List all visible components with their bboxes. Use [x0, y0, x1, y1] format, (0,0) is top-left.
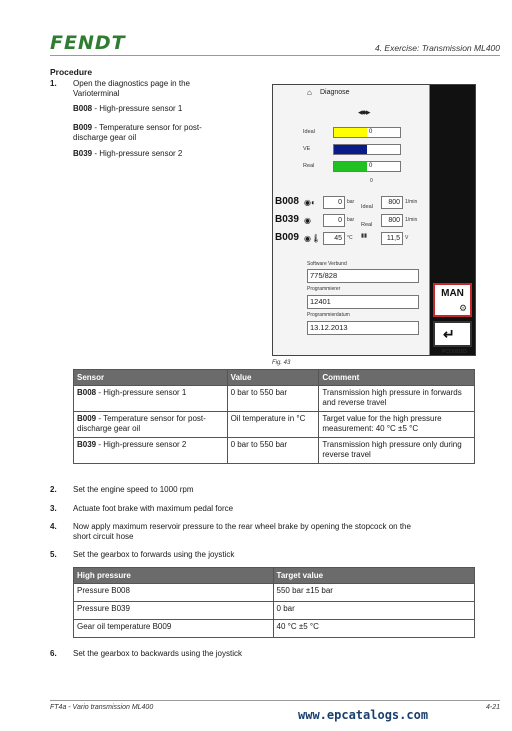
- step-text-line: Varioterminal: [73, 89, 120, 98]
- terminal-side-panel: [430, 85, 475, 355]
- terminal-sensor-row: [273, 212, 430, 230]
- table-row: [74, 620, 475, 638]
- step-text-line: Open the diagnostics page in the: [73, 79, 190, 88]
- man-button[interactable]: [433, 283, 472, 317]
- sensor-value-2: 800: [381, 214, 403, 227]
- step-number: 5.: [50, 550, 57, 559]
- bar-label-real: Real: [303, 163, 315, 169]
- table-row: [74, 584, 475, 602]
- table-header: High pressure: [74, 568, 274, 584]
- figure-caption: Fig. 43: [272, 360, 291, 366]
- table-header: Sensor: [74, 370, 228, 386]
- table-cell: [74, 412, 228, 438]
- figure-code: PCO00183: [442, 349, 467, 355]
- sensor-value-2: 11,5: [381, 232, 403, 245]
- sensor-item: [73, 123, 233, 143]
- table-header: Value: [227, 370, 319, 386]
- table-cell: Gear oil temperature B009: [74, 620, 274, 638]
- step-number: 2.: [50, 485, 57, 494]
- footer-divider: [50, 700, 500, 701]
- table-header-row: [74, 370, 475, 386]
- sensor-tag: Real: [361, 222, 373, 228]
- sensor-table: [73, 369, 475, 464]
- home-icon: ⌂: [307, 88, 312, 97]
- table-cell: 550 bar ±15 bar: [273, 584, 474, 602]
- temperature-icon: ◉🌡: [304, 234, 322, 243]
- tractor-icon: ◂●▸: [358, 107, 370, 117]
- table-cell: Pressure B039: [74, 602, 274, 620]
- table-header: Comment: [319, 370, 475, 386]
- document-title: 4. Exercise: Transmission ML400: [374, 43, 500, 53]
- sensor-unit: bar: [347, 217, 355, 223]
- sensor-desc: - High-pressure sensor 2: [92, 149, 183, 158]
- step-number: 4.: [50, 522, 57, 531]
- diagnostics-title: Diagnose: [320, 89, 350, 96]
- table-cell: 0 bar: [273, 602, 474, 620]
- table-row: [74, 412, 475, 438]
- pressure-icon: ◉◐: [304, 198, 316, 207]
- gear-icon: ⚙: [459, 303, 468, 313]
- terminal-sensor-row: [273, 194, 430, 212]
- sensor-code: B039: [77, 440, 97, 449]
- back-arrow-icon: ↵: [443, 326, 455, 342]
- table-row: [74, 386, 475, 412]
- header-divider: [50, 55, 500, 56]
- table-cell: 40 °C ±5 °C: [273, 620, 474, 638]
- sensor-desc: - High-pressure sensor 1: [92, 104, 183, 113]
- diagnostics-screen: [273, 85, 430, 355]
- bar-value-ideal: 0: [369, 129, 373, 135]
- bar-label-ve: VE: [303, 146, 311, 152]
- sensor-value: 0: [323, 196, 345, 209]
- bar-label-ideal: Ideal: [303, 129, 315, 135]
- step-number: 3.: [50, 504, 57, 513]
- battery-icon: ▮▮: [361, 233, 368, 239]
- table-row: [74, 602, 475, 620]
- sensor-desc-cont: discharge gear oil: [73, 133, 137, 142]
- step-text: Actuate foot brake with maximum pedal force: [73, 504, 234, 513]
- page-number: 4-21: [485, 704, 500, 711]
- terminal-sensor-code: B008: [275, 196, 299, 207]
- step-text: Set the engine speed to 1000 rpm: [73, 485, 194, 494]
- step-text: Set the gearbox to forwards using the joystick: [73, 550, 235, 559]
- man-label: MAN: [441, 288, 464, 299]
- step-text-line: short circuit hose: [73, 532, 134, 541]
- fendt-logo: FENDT: [50, 32, 126, 54]
- bar-value-ve: 0: [369, 146, 373, 152]
- step-text-line: Now apply maximum reservoir pressure to the rear wheel brake by opening the stopcock on the: [73, 522, 411, 531]
- terminal-sensor-code: B009: [275, 232, 299, 243]
- bar-real: [333, 161, 401, 172]
- terminal-sensor-row: [273, 230, 430, 248]
- sensor-unit-2: 1/min: [405, 217, 418, 223]
- sensor-unit-2: 1/min: [405, 199, 418, 205]
- sensor-unit-2: V: [405, 235, 409, 241]
- sensor-desc: - High-pressure sensor 2: [96, 440, 187, 449]
- target-value-table: [73, 567, 475, 638]
- bar-value-real: 0: [369, 163, 373, 169]
- sensor-value: 45: [323, 232, 345, 245]
- software-label: Software Verbund: [307, 261, 347, 267]
- date-label: Programmierdatum: [307, 312, 350, 318]
- table-cell: Oil temperature in °C: [227, 412, 319, 438]
- sensor-unit: °C: [347, 235, 353, 241]
- sensor-code: B008: [77, 388, 97, 397]
- footer-doc-name: FT4a - Vario transmission ML400: [50, 704, 154, 711]
- sensor-desc: - High-pressure sensor 1: [96, 388, 187, 397]
- watermark: www.epcatalogs.com: [298, 708, 429, 722]
- software-value: 775/828: [307, 269, 419, 283]
- table-header-row: [74, 568, 475, 584]
- back-button[interactable]: [433, 321, 472, 347]
- bar-ve: [333, 144, 401, 155]
- step-number: 1.: [50, 79, 57, 88]
- table-cell: [74, 438, 228, 464]
- bar-scale-zero: 0: [370, 178, 373, 184]
- programmer-value: 12401: [307, 295, 419, 309]
- step-text: [73, 522, 411, 542]
- sensor-tag: Ideal: [361, 204, 373, 210]
- date-value: 13.12.2013: [307, 321, 419, 335]
- step-text: Set the gearbox to backwards using the joystick: [73, 649, 242, 658]
- sensor-value-2: 800: [381, 196, 403, 209]
- step-number: 6.: [50, 649, 57, 658]
- table-cell: Transmission high pressure only during reverse travel: [319, 438, 475, 464]
- table-cell: Transmission high pressure in forwards and reverse travel: [319, 386, 475, 412]
- bar-ideal: [333, 127, 401, 138]
- sensor-code: B008: [73, 104, 93, 113]
- varioterminal-figure: [272, 84, 476, 356]
- pressure-icon: ◉: [304, 216, 311, 225]
- sensor-unit: bar: [347, 199, 355, 205]
- table-cell: [74, 386, 228, 412]
- sensor-code: B009: [77, 414, 97, 423]
- sensor-desc: - Temperature sensor for post-discharge gear oil: [77, 414, 206, 433]
- table-cell: 0 bar to 550 bar: [227, 438, 319, 464]
- table-cell: Pressure B008: [74, 584, 274, 602]
- sensor-value: 0: [323, 214, 345, 227]
- procedure-heading: Procedure: [50, 67, 93, 77]
- step-text: [73, 79, 190, 99]
- programmer-label: Programmierer: [307, 286, 341, 292]
- table-row: [74, 438, 475, 464]
- terminal-sensor-code: B039: [275, 214, 299, 225]
- table-cell: 0 bar to 550 bar: [227, 386, 319, 412]
- sensor-item: [73, 104, 233, 114]
- table-cell: Target value for the high pressure measurement: 40 °C ±5 °C: [319, 412, 475, 438]
- sensor-code: B039: [73, 149, 93, 158]
- sensor-desc: - Temperature sensor for post-: [92, 123, 202, 132]
- sensor-item: [73, 149, 233, 159]
- sensor-code: B009: [73, 123, 93, 132]
- table-header: Target value: [273, 568, 474, 584]
